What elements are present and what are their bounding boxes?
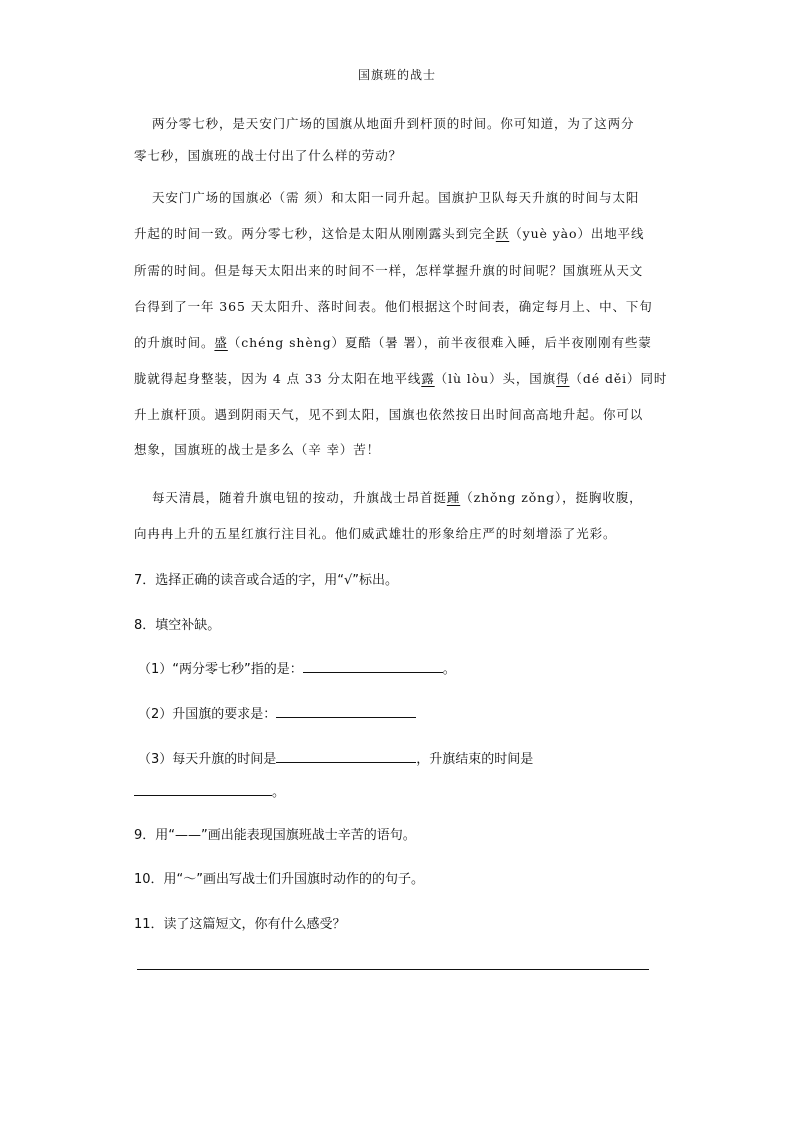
pinyin-choice: （yuè yào）出地平线 xyxy=(509,226,645,241)
text-segment: 升起的时间一致。两分零七秒，这恰是太阳从刚刚露头到完全 xyxy=(134,226,496,241)
question-text: （3）每天升旗的时间是 xyxy=(138,752,277,767)
passage-p2-line-6 xyxy=(134,369,667,387)
underlined-char: 得 xyxy=(556,371,570,386)
answer-blank[interactable] xyxy=(303,659,443,673)
pinyin-choice: （dé děi）同时 xyxy=(569,371,668,386)
question-8-1 xyxy=(138,658,456,677)
question-8-3 xyxy=(138,748,533,767)
passage-p2-line-1: 天安门广场的国旗必（需 须）和太阳一同升起。国旗护卫队每天升旗的时间与太阳 xyxy=(152,190,640,205)
answer-blank[interactable] xyxy=(276,704,416,718)
passage-p2-line-2 xyxy=(134,224,644,242)
underlined-char: 踵 xyxy=(446,490,461,505)
pinyin-choice: （zhǒng zǒng），挺胸收腹， xyxy=(460,490,643,505)
answer-blank[interactable] xyxy=(134,782,272,796)
answer-blank[interactable] xyxy=(276,749,416,763)
question-9: 9．用“——”画出能表现国旗班战士辛苦的语句。 xyxy=(134,828,416,843)
passage-p2-line-5 xyxy=(134,333,652,351)
question-text: （1）“两分零七秒”指的是： xyxy=(138,662,303,677)
question-11: 11．读了这篇短文，你有什么感受？ xyxy=(134,917,346,932)
question-8-2 xyxy=(138,703,416,722)
underlined-char: 露 xyxy=(421,371,435,386)
question-8: 8．填空补缺。 xyxy=(134,618,221,633)
passage-p2-line-4: 台得到了一年 365 天太阳升、落时间表。他们根据这个时间表，确定每月上、中、下旬 xyxy=(134,299,653,314)
pinyin-choice: （lù lòu）头，国旗 xyxy=(434,371,557,386)
underlined-char: 跃 xyxy=(495,226,510,241)
answer-line[interactable] xyxy=(137,969,649,970)
passage-p2-line-8: 想象，国旗班的战士是多么（辛 幸）苦！ xyxy=(134,442,381,457)
text-segment: 胧就得起身整装，因为 4 点 33 分太阳在地平线 xyxy=(134,371,422,386)
passage-p3-line-2: 向冉冉上升的五星红旗行注目礼。他们威武雄壮的形象给庄严的时刻增添了光彩。 xyxy=(134,526,617,541)
question-7: 7．选择正确的读音或合适的字，用“√”标出。 xyxy=(134,573,399,588)
underlined-char: 盛 xyxy=(214,335,228,350)
question-text: （2）升国旗的要求是： xyxy=(138,707,277,722)
punctuation: 。 xyxy=(442,662,456,677)
passage-p2-line-3: 所需的时间。但是每天太阳出来的时间不一样，怎样掌握升旗的时间呢？国旗班从天文 xyxy=(134,263,644,278)
punctuation: 。 xyxy=(272,785,286,800)
page-title: 国旗班的战士 xyxy=(357,68,436,82)
question-8-3-continued xyxy=(134,781,285,800)
passage-p3-line-1 xyxy=(152,488,643,506)
passage-p1-line-2: 零七秒，国旗班的战士付出了什么样的劳动？ xyxy=(134,148,403,163)
question-10: 10．用“～”画出写战士们升国旗时动作的的句子。 xyxy=(134,872,425,887)
text-segment: 的升旗时间。 xyxy=(134,335,215,350)
text-segment: 每天清晨，随着升旗电钮的按动，升旗战士昂首挺 xyxy=(152,490,447,505)
pinyin-choice: （chéng shèng）夏酷（暑 署），前半夜很难入睡，后半夜刚刚有些蒙 xyxy=(227,335,652,350)
passage-p2-line-7: 升上旗杆顶。遇到阴雨天气，见不到太阳，国旗也依然按日出时间高高地升起。你可以 xyxy=(134,407,644,422)
passage-p1-line-1: 两分零七秒，是天安门广场的国旗从地面升到杆顶的时间。你可知道，为了这两分 xyxy=(152,116,635,131)
question-text: ，升旗结束的时间是 xyxy=(416,752,534,767)
